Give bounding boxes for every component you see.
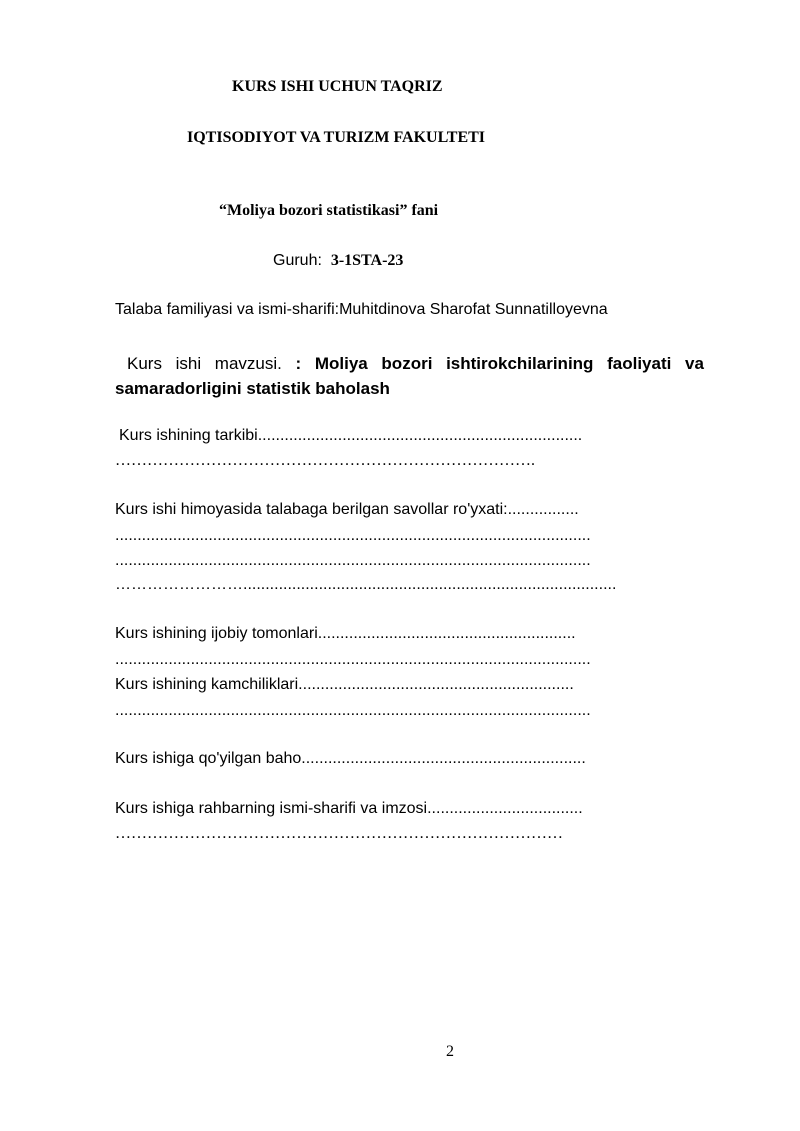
positives-dots: ........................................................................................................... bbox=[115, 651, 591, 668]
topic-word: : bbox=[295, 354, 302, 373]
structure-dots: ……………………………………………………………………. bbox=[115, 452, 535, 469]
negatives-label: Kurs ishining kamchiliklari.............................................................. bbox=[115, 676, 574, 693]
questions-label: Kurs ishi himoyasida talabaga berilgan savollar ro'yxati:................ bbox=[115, 501, 579, 518]
structure-label: Kurs ishining tarkibi......................................................................... bbox=[119, 427, 583, 444]
topic-word: bozori bbox=[381, 354, 433, 373]
positives-label: Kurs ishining ijobiy tomonlari.......................................................... bbox=[115, 625, 576, 642]
questions-dots: ........................................................................................................... bbox=[115, 552, 591, 569]
page-number: 2 bbox=[446, 1043, 454, 1060]
supervisor-label: Kurs ishiga rahbarning ismi-sharifi va imzosi................................... bbox=[115, 800, 583, 817]
supervisor-dots: ………………………………………………………………………… bbox=[115, 825, 563, 842]
questions-dots: …………………….................................................................................... bbox=[115, 576, 617, 593]
topic-word: ishtirokchilarining bbox=[446, 354, 594, 373]
topic-word: ishi bbox=[175, 354, 202, 373]
topic-word: Kurs bbox=[127, 354, 162, 373]
topic-word: va bbox=[685, 354, 704, 373]
student-name-line: Talaba familiyasi va ismi-sharifi:Muhitdinova Sharofat Sunnatilloyevna bbox=[115, 301, 608, 318]
questions-dots: ........................................................................................................... bbox=[115, 527, 591, 544]
faculty-title: IQTISODIYOT VA TURIZM FAKULTETI bbox=[187, 129, 486, 146]
topic-word: mavzusi. bbox=[214, 354, 282, 373]
subject-title: “Moliya bozori statistikasi” fani bbox=[219, 202, 439, 219]
group-line bbox=[273, 252, 403, 270]
group-value: 3-1STA-23 bbox=[330, 252, 404, 269]
topic-word: Moliya bbox=[314, 354, 368, 373]
topic-line-2: samaradorligini statistik baholash bbox=[115, 379, 390, 398]
negatives-dots: ........................................................................................................... bbox=[115, 702, 591, 719]
grade-label: Kurs ishiga qo'yilgan baho................................................................ bbox=[115, 750, 586, 767]
topic-word: faoliyati bbox=[607, 354, 672, 373]
group-label: Guruh: bbox=[273, 252, 331, 269]
page-title: KURS ISHI UCHUN TAQRIZ bbox=[232, 78, 443, 95]
topic-line-1 bbox=[115, 351, 704, 376]
topic-block bbox=[115, 351, 704, 401]
